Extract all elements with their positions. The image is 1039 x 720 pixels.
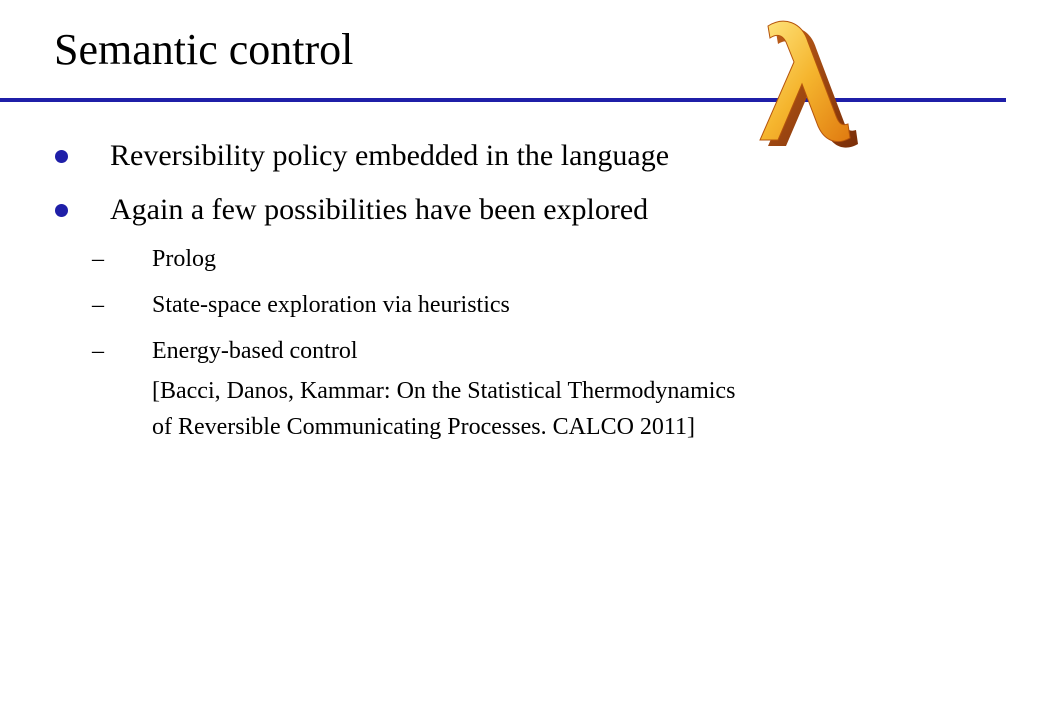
sub-bullet-citation-line: of Reversible Communicating Processes. CALCO 2011] [152, 414, 696, 440]
bullet-text: Reversibility policy embedded in the language [110, 139, 670, 172]
sub-bullet-text: State-space exploration via heuristics [152, 292, 510, 318]
slide-title: Semantic control [54, 25, 354, 74]
sub-bullet-text: Energy-based control [152, 338, 358, 364]
sub-bullet-citation-line: [Bacci, Danos, Kammar: On the Statistical Thermodynamics [152, 378, 736, 404]
sub-bullet-dash: – [92, 292, 104, 318]
bullet-text: Again a few possibilities have been explored [110, 193, 649, 226]
bullet-dot-icon [55, 204, 68, 217]
sub-bullet-dash: – [92, 338, 104, 364]
sub-bullet-text: Prolog [152, 246, 217, 272]
bullet-dot-icon [55, 150, 68, 163]
sub-bullet-dash: – [92, 246, 104, 272]
lambda-icon [752, 18, 862, 158]
